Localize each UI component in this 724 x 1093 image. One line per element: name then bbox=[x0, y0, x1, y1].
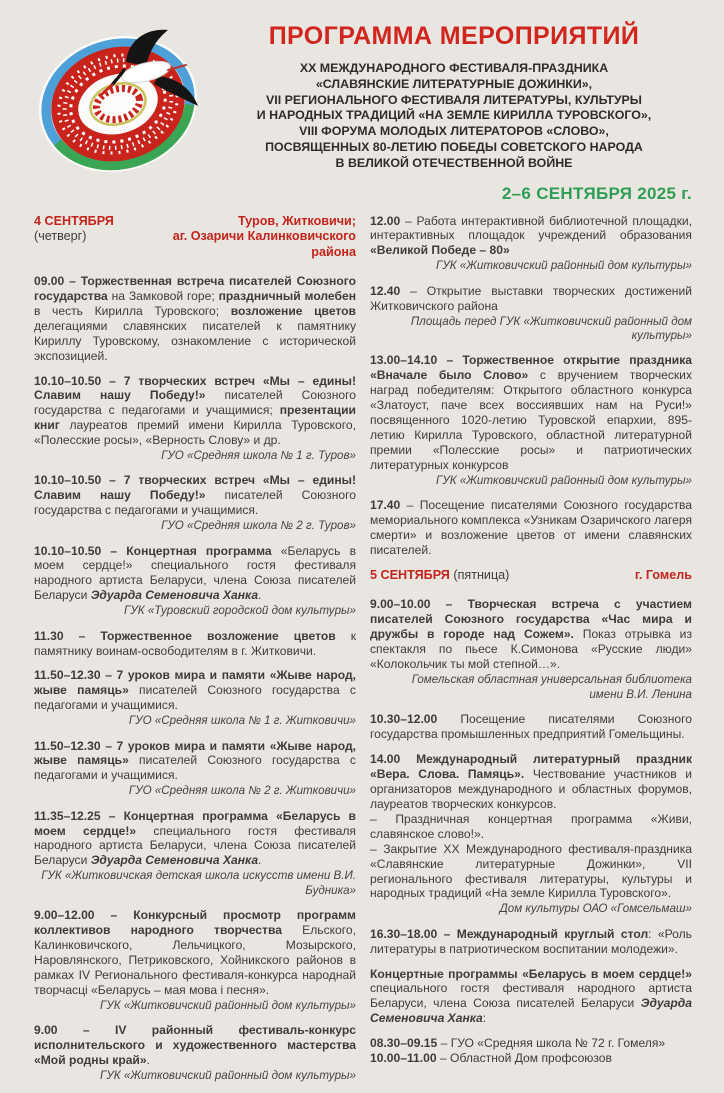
event-text: 13.00–14.10 – Торжественное открытие праздника «Вначале было Слово» с вручением творческих наград победителям: Открытого областного конкурса «Златоуст, паче всех воссиявших нам на Руси!» посвященного 1020-летию Туровской епархии, 895-летию Кирилла Туровского, областной литературной премии «Полесские росы» и патриотических литературных конкурсов bbox=[370, 353, 692, 472]
subtitle-line: ПОСВЯЩЕННЫХ 80-ЛЕТИЮ ПОБЕДЫ СОВЕТСКОГО НАРОДА bbox=[265, 139, 643, 154]
day-weekday: (пятница) bbox=[453, 567, 510, 582]
event-venue: ГУК «Житковичский районный дом культуры» bbox=[436, 473, 692, 487]
program-columns bbox=[0, 204, 724, 1093]
event-text: 11.50–12.30 – 7 уроков мира и памяти «Жыве народ, жыве памяць» писателей Союзного государства с педагогами и учащимися. bbox=[34, 738, 356, 783]
event-text: 12.40 – Открытие выставки творческих достижений Житковичского района bbox=[370, 283, 692, 313]
event-venue: ГУО «Средняя школа № 2 г. Туров» bbox=[161, 519, 356, 533]
event-entry bbox=[34, 908, 356, 1013]
event-entry bbox=[370, 214, 692, 274]
subtitle-line: VIII ФОРУМА МОЛОДЫХ ЛИТЕРАТОРОВ «СЛОВО», bbox=[299, 124, 609, 139]
event-text: – Праздничная концертная программа «Живи, славянское слово!». bbox=[370, 811, 692, 841]
column-left bbox=[34, 214, 356, 1093]
event-venue: ГУК «Житковичский районный дом культуры» bbox=[436, 259, 692, 273]
day-location: г. Гомель bbox=[634, 567, 692, 582]
event-venue: ГУК «Туровский городской дом культуры» bbox=[124, 604, 356, 618]
event-entry bbox=[34, 473, 356, 533]
subtitle-line: И НАРОДНЫХ ТРАДИЦИЙ «НА ЗЕМЛЕ КИРИЛЛА ТУРОВСКОГО», bbox=[256, 108, 652, 123]
event-text: 09.00 – Торжественная встреча писателей Союзного государства на Замковой горе; праздничный молебен в честь Кирилла Туровского; возложение цветов делегациями славянских писателей к памятнику Кириллу Туровскому, ознакомление с исторической экспозицией. bbox=[34, 274, 357, 363]
event-text: 12.00 – Работа интерактивной библиотечной площадки, интерактивных площадок учреждений образования «Великой Победе – 80» bbox=[370, 213, 692, 258]
column-right bbox=[370, 214, 692, 1093]
event-entry bbox=[370, 967, 692, 1027]
event-venue: ГУО «Средняя школа № 1 г. Житковичи» bbox=[128, 714, 356, 728]
event-text: – Закрытие XX Международного фестиваля-праздника «Славянские литературные Дожинки», VII регионального фестиваля литературы, культуры и народных традиций «На земле Кирилла Туровского». bbox=[370, 841, 692, 901]
event-venue: ГУО «Средняя школа № 1 г. Туров» bbox=[161, 449, 356, 463]
day-weekday: (четверг) bbox=[34, 229, 87, 244]
event-text: 11.50–12.30 – 7 уроков мира и памяти «Жыве народ, жыве памяць» писателей Союзного государства с педагогами и учащимися. bbox=[34, 668, 356, 713]
date-range: 2–6 СЕНТЯБРЯ 2025 г. bbox=[501, 183, 692, 203]
event-venue: имени В.И. Ленина bbox=[589, 688, 692, 702]
event-text: 10.10–10.50 – 7 творческих встреч «Мы – едины! Славим нашу Победу!» писателей Союзного государства с педагогами и учащимися. bbox=[34, 473, 356, 518]
event-entry bbox=[34, 374, 356, 464]
event-venue: Площадь перед ГУК «Житковичский районный дом культуры» bbox=[410, 314, 692, 342]
event-entry bbox=[370, 927, 692, 957]
page-title: ПРОГРАММА МЕРОПРИЯТИЙ bbox=[268, 22, 640, 50]
day-date: 5 СЕНТЯБРЯ (пятница) bbox=[370, 567, 510, 582]
event-text: 14.00 Международный литературный праздник «Вера. Слова. Памяць». Чествование участников и организаторов международного и областных форумов, лауреатов творческих конкурсов. bbox=[370, 752, 692, 811]
event-entry bbox=[370, 752, 692, 916]
event-entry bbox=[34, 629, 356, 659]
event-text: 10.30–12.00 Посещение писателями Союзного государства промышленных предприятий Гомельщины. bbox=[370, 712, 692, 742]
event-venue: ГУК «Житковичский районный дом культуры» bbox=[100, 998, 356, 1012]
festival-logo bbox=[30, 20, 212, 182]
event-entry bbox=[34, 739, 356, 799]
day-date: 4 СЕНТЯБРЯ (четверг) bbox=[34, 213, 114, 244]
day-header bbox=[34, 214, 356, 261]
event-text: 10.10–10.50 – 7 творческих встреч «Мы – едины! Славим нашу Победу!» писателей Союзного государства с педагогами и учащимися; презентации книг лауреатов премий имени Кирилла Туровского, «Полесские росы», «Верность Слову» и др. bbox=[34, 373, 356, 448]
event-entry bbox=[370, 284, 692, 344]
event-venue: ГУО «Средняя школа № 2 г. Житковичи» bbox=[128, 784, 356, 798]
day-header bbox=[370, 568, 692, 584]
event-venue: Гомельская областная универсальная библиотека bbox=[411, 672, 692, 686]
event-text: 16.30–18.00 – Международный круглый стол: «Роль литературы в патриотическом воспитании молодежи». bbox=[370, 926, 692, 956]
event-entry bbox=[34, 809, 356, 898]
event-entry bbox=[34, 1023, 356, 1083]
event-text: 9.00 – IV районный фестиваль-конкурс исполнительского и художественного мастерства «Мой родны край». bbox=[34, 1022, 356, 1067]
event-entry bbox=[370, 712, 692, 742]
event-venue: Дом культуры ОАО «Гомсельмаш» bbox=[499, 902, 692, 916]
event-text: 11.35–12.25 – Концертная программа «Беларусь в моем сердце!» специального гостя фестиваля народного артиста Беларуси, члена Союза писателей Беларуси Эдуарда Семеновича Ханка. bbox=[34, 808, 356, 868]
subtitle-line: В ВЕЛИКОЙ ОТЕЧЕСТВЕННОЙ ВОЙНЕ bbox=[335, 155, 573, 170]
event-entry bbox=[370, 1036, 692, 1066]
event-venue: ГУК «Житковичский районный дом культуры» bbox=[100, 1068, 356, 1082]
event-entry bbox=[370, 498, 692, 558]
event-entry bbox=[34, 544, 356, 619]
subtitle-block bbox=[218, 61, 690, 172]
event-text: 17.40 – Посещение писателями Союзного государства мемориального комплекса «Узникам Озаричского лагеря смерти» и возложение цветов от имени славянских писателей. bbox=[370, 497, 692, 557]
event-text: 08.30–09.15 – ГУО «Средняя школа № 72 г. Гомеля» bbox=[370, 1036, 666, 1051]
subtitle-line: «СЛАВЯНСКИЕ ЛИТЕРАТУРНЫЕ ДОЖИНКИ», bbox=[315, 76, 593, 91]
subtitle-line: XX МЕЖДУНАРОДНОГО ФЕСТИВАЛЯ-ПРАЗДНИКА bbox=[299, 61, 609, 75]
festival-emblem-icon bbox=[30, 20, 212, 182]
event-text: 11.30 – Торжественное возложение цветов к памятнику воинам-освободителям в г. Житковичи. bbox=[34, 628, 356, 658]
event-text: 10.10–10.50 – Концертная программа «Беларусь в моем сердце!» специального гостя фестиваля народного артиста Беларуси, члена Союза писателей Беларуси Эдуарда Семеновича Ханка. bbox=[34, 543, 356, 603]
day-location: Туров, Житковичи; аг. Озаричи Калинковичского района bbox=[172, 213, 356, 259]
event-text: 9.00–10.00 – Творческая встреча с участием писателей Союзного государства «Час мира и дружбы в городе над Сожем». Показ отрывка из спектакля по пьесе К.Симонова «Русские люди» «Колокольчик ты мой степной…». bbox=[370, 597, 692, 671]
event-entry bbox=[370, 597, 692, 702]
subtitle-line: VII РЕГИОНАЛЬНОГО ФЕСТИВАЛЯ ЛИТЕРАТУРЫ, КУЛЬТУРЫ bbox=[266, 92, 642, 107]
event-venue: ГУК «Житковичская детская школа искусств имени В.И. Будника» bbox=[41, 869, 356, 897]
event-entry bbox=[370, 353, 692, 488]
event-text: 9.00–12.00 – Конкурсный просмотр программ коллективов народного творчества Ельского, Калинковичского, Лельчицкого, Мозырского, Наровлянского, Петриковского, Хойникского районов в рамках IV Регионального фестиваля-конкурса народнай творчасці «Беларусь – мая мова і песня». bbox=[34, 908, 357, 997]
event-entry bbox=[34, 668, 356, 728]
event-text: Концертные программы «Беларусь в моем сердце!» специального гостя фестиваля народного артиста Беларуси, члена Союза писателей Беларуси Эдуарда Семеновича Ханка: bbox=[370, 966, 692, 1026]
event-text: 10.00–11.00 – Областной Дом профсоюзов bbox=[370, 1051, 612, 1066]
event-entry bbox=[34, 274, 356, 363]
